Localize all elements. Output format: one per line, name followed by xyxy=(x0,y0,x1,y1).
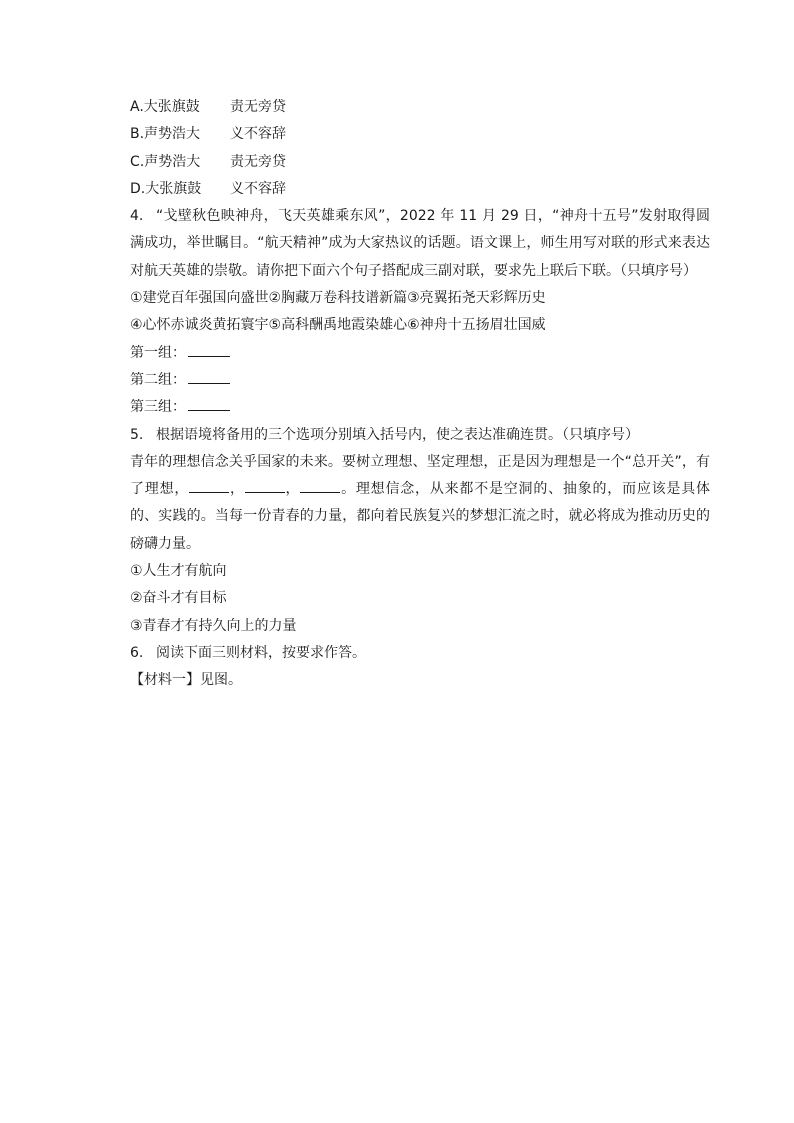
q4-sentences-line-1: ①建党百年强国向盛世②胸藏万卷科技谱新篇③亮翼拓尧天彩辉历史 xyxy=(130,290,546,307)
q5-option-3: ③青春才有持久向上的力量 xyxy=(130,617,297,634)
option-b-label: B.声势浩大 xyxy=(130,126,201,143)
question-5-number: 5. xyxy=(130,426,144,443)
q4-group-1-blank[interactable] xyxy=(188,342,230,357)
option-c-value: 责无旁贷 xyxy=(230,153,286,170)
option-a-value: 责无旁贷 xyxy=(230,99,286,115)
q5-passage xyxy=(130,449,710,558)
option-a xyxy=(130,94,710,121)
q4-group-3-label: 第三组： xyxy=(130,399,186,416)
option-c-label: C.声势浩大 xyxy=(130,153,201,170)
q4-group-3 xyxy=(130,394,710,421)
q4-group-1-label: 第一组： xyxy=(130,344,186,361)
question-5 xyxy=(130,422,710,449)
q5-blank-1[interactable] xyxy=(189,478,229,493)
document-page xyxy=(130,94,710,695)
question-6 xyxy=(130,640,710,667)
option-b xyxy=(130,121,710,148)
question-6-text: 阅读下面三则材料，按要求作答。 xyxy=(156,644,366,661)
q4-group-3-blank[interactable] xyxy=(188,396,230,411)
q5-blank-3[interactable] xyxy=(300,478,340,493)
q4-group-1 xyxy=(130,340,710,367)
option-d-label: D.大张旗鼓 xyxy=(130,180,202,197)
q4-sentences-line-2: ④心怀赤诚炎黄拓寰宇⑤高科酬禹地霞染雄心⑥神舟十五扬眉壮国威 xyxy=(130,317,546,334)
q5-separator-1: ， xyxy=(229,481,245,498)
option-b-value: 义不容辞 xyxy=(230,126,286,143)
question-4-number: 4. xyxy=(130,208,144,225)
option-d xyxy=(130,176,710,203)
q4-group-2-label: 第二组： xyxy=(130,371,186,388)
q5-passage-part-b: 。理想信念，从来都不是空洞的、抽象的，而应该是具体的、实践的。当每一份青春的力量，都向着民族复兴的梦想汇流之时，就必将成为推动历史的磅礴力量。 xyxy=(130,481,711,552)
option-c xyxy=(130,149,710,176)
q4-group-2 xyxy=(130,367,710,394)
question-6-number: 6. xyxy=(130,644,144,661)
option-a-label: A.大张旗鼓 xyxy=(130,99,200,115)
q5-separator-2: ， xyxy=(284,481,301,498)
question-4-text: “戈壁秋色映神舟，飞天英雄乘东风”，2022 年 11 月 29 日，“神舟十五号”发射取得圆满成功，举世瞩目。“航天精神”成为大家热议的话题。语文课上，师生用写对联的形式来表达对航天英雄的崇敬。请你把下面六个句子搭配成三副对联，要求先上联后下联。（只填序号） xyxy=(130,208,710,279)
q5-passage-part-a: 青年的理想信念关乎国家的未来。要树立理想、坚定理想，正是因为理想是一个“总开关”，有了理想， xyxy=(130,453,710,498)
option-d-value: 义不容辞 xyxy=(230,180,286,197)
q5-option-2: ②奋斗才有目标 xyxy=(130,590,227,607)
q6-material-1: 【材料一】见图。 xyxy=(130,672,242,689)
q5-option-1: ①人生才有航向 xyxy=(130,563,227,580)
q4-group-2-blank[interactable] xyxy=(188,369,230,384)
question-4 xyxy=(130,203,710,285)
q5-blank-2[interactable] xyxy=(245,478,285,493)
question-5-text: 根据语境将备用的三个选项分别填入括号内，使之表达准确连贯。（只填序号） xyxy=(156,426,639,443)
